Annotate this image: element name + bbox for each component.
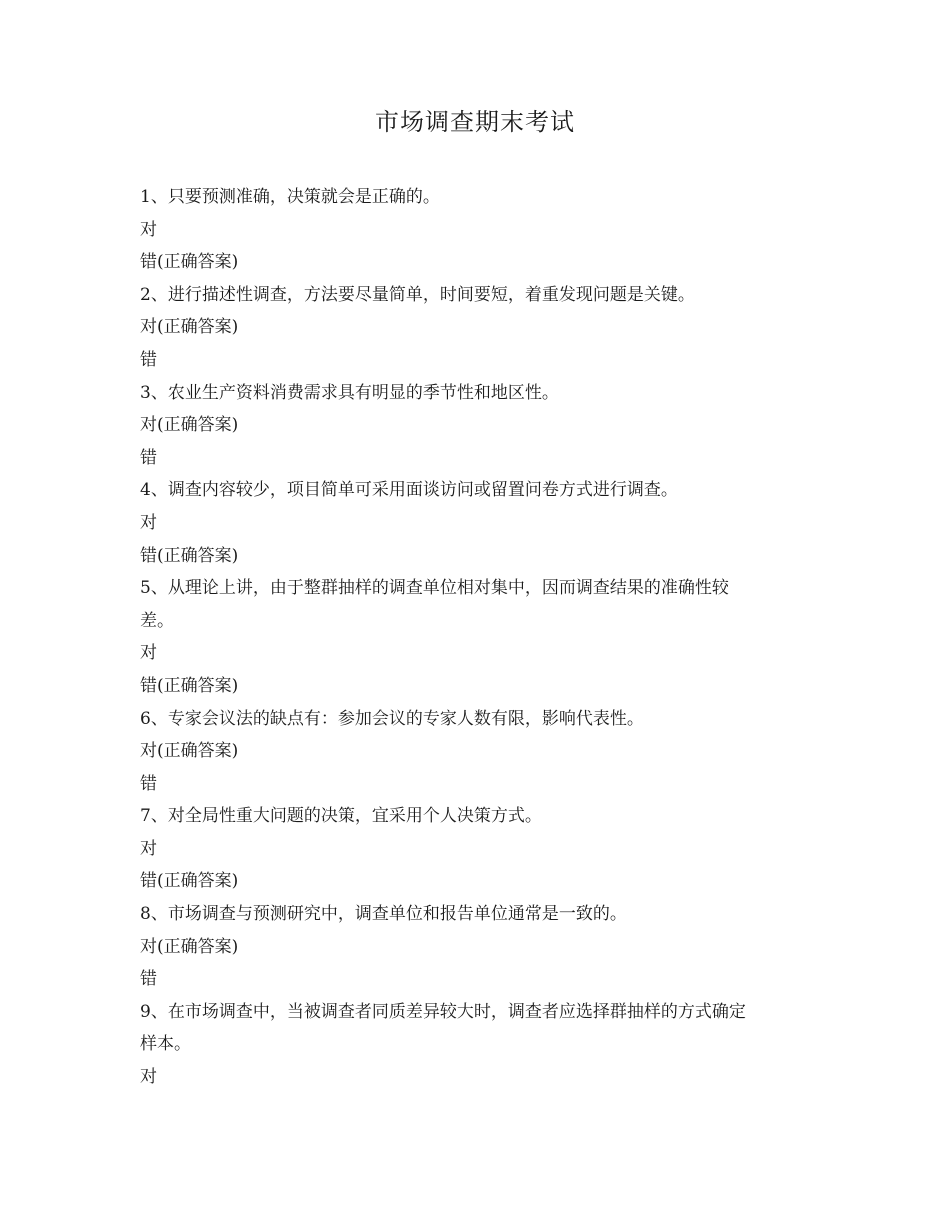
option-false: 错(正确答案) [140, 871, 239, 892]
option-true: 对(正确答案) [140, 415, 239, 436]
option-false: 错 [140, 969, 157, 990]
option-false: 错 [140, 773, 157, 794]
option-true: 对 [140, 219, 157, 240]
question-text: 8、市场调查与预测研究中，调查单位和报告单位通常是一致的。 [140, 904, 627, 925]
question-text: 5、从理论上讲，由于整群抽样的调查单位相对集中，因而调查结果的准确性较 [140, 578, 729, 599]
question-text: 7、对全局性重大问题的决策，宜采用个人决策方式。 [140, 806, 542, 827]
question-text: 4、调查内容较少，项目简单可采用面谈访问或留置问卷方式进行调查。 [140, 480, 678, 501]
question-text: 2、进行描述性调查，方法要尽量简单，时间要短，着重发现问题是关键。 [140, 284, 695, 305]
question-text-continued: 差。 [140, 610, 174, 631]
question-7 [140, 800, 812, 898]
question-text: 1、只要预测准确，决策就会是正确的。 [140, 187, 440, 207]
option-false: 错 [140, 447, 157, 468]
question-6 [140, 703, 812, 801]
question-8 [140, 898, 812, 996]
question-5 [140, 572, 812, 702]
option-true: 对(正确答案) [140, 936, 239, 957]
question-text: 9、在市场调查中，当被调查者同质差异较大时，调查者应选择群抽样的方式确定 [140, 1001, 746, 1022]
page-title: 市场调查期末考试 [375, 108, 575, 136]
option-true: 对 [140, 643, 157, 664]
question-1 [140, 181, 812, 279]
option-false: 错(正确答案) [140, 545, 239, 566]
question-text-continued: 样本。 [140, 1034, 191, 1055]
option-false: 错(正确答案) [140, 675, 239, 696]
question-4 [140, 474, 812, 572]
question-text: 6、专家会议法的缺点有：参加会议的专家人数有限，影响代表性。 [140, 708, 644, 729]
question-9 [140, 996, 812, 1094]
question-list [140, 181, 812, 1094]
option-true: 对 [140, 1067, 157, 1088]
question-2 [140, 279, 812, 377]
option-true: 对 [140, 838, 157, 859]
question-3 [140, 377, 812, 475]
question-text: 3、农业生产资料消费需求具有明显的季节性和地区性。 [140, 382, 559, 403]
option-true: 对(正确答案) [140, 741, 239, 762]
option-false: 错 [140, 349, 157, 370]
option-true: 对 [140, 512, 157, 533]
option-true: 对(正确答案) [140, 317, 239, 338]
option-false: 错(正确答案) [140, 252, 239, 273]
